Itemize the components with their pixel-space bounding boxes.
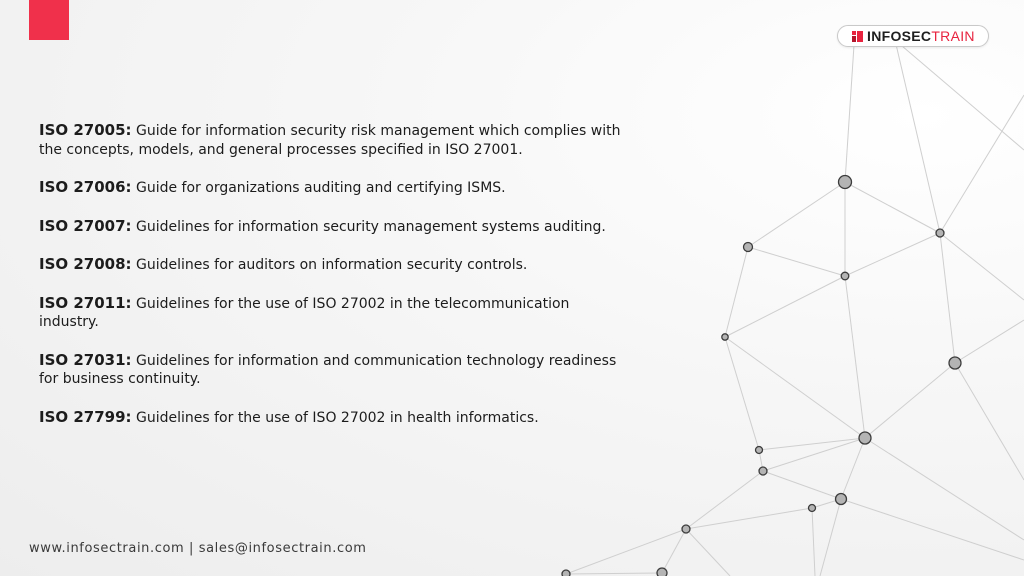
standard-entry <box>39 294 624 332</box>
logo-text-accent: TRAIN <box>931 28 975 44</box>
standard-code: ISO 27799: <box>39 407 132 426</box>
standard-description: Guidelines for the use of ISO 27002 in health informatics. <box>136 409 539 426</box>
standards-list <box>39 121 624 446</box>
standard-description: Guidelines for information and communication technology readiness for business continuity. <box>39 352 617 387</box>
logo-text-dark: INFOSEC <box>867 28 932 44</box>
standard-entry <box>39 121 624 159</box>
footer-contact: www.infosectrain.com | sales@infosectrain.com <box>29 541 367 556</box>
standard-code: ISO 27031: <box>39 350 132 369</box>
standard-entry <box>39 178 624 198</box>
standard-description: Guide for organizations auditing and certifying ISMS. <box>136 180 506 196</box>
standard-entry <box>39 255 624 275</box>
logo-text <box>867 28 975 44</box>
standard-description: Guide for information security risk management which complies with the concepts, models, and general processes specified in ISO 27001. <box>39 123 621 158</box>
standard-code: ISO 27007: <box>39 216 132 235</box>
standard-description: Guidelines for auditors on information security controls. <box>136 257 528 273</box>
standard-entry <box>39 408 624 428</box>
standard-description: Guidelines for information security management systems auditing. <box>136 218 606 235</box>
standard-entry <box>39 351 624 389</box>
standard-description: Guidelines for the use of ISO 27002 in the telecommunication industry. <box>39 295 570 330</box>
standard-code: ISO 27006: <box>39 178 132 196</box>
standard-code: ISO 27005: <box>39 121 132 139</box>
logo-mark-icon <box>852 31 863 42</box>
standard-entry <box>39 217 624 237</box>
infosectrain-logo <box>837 25 989 47</box>
standard-code: ISO 27011: <box>39 293 132 312</box>
standard-code: ISO 27008: <box>39 255 132 273</box>
